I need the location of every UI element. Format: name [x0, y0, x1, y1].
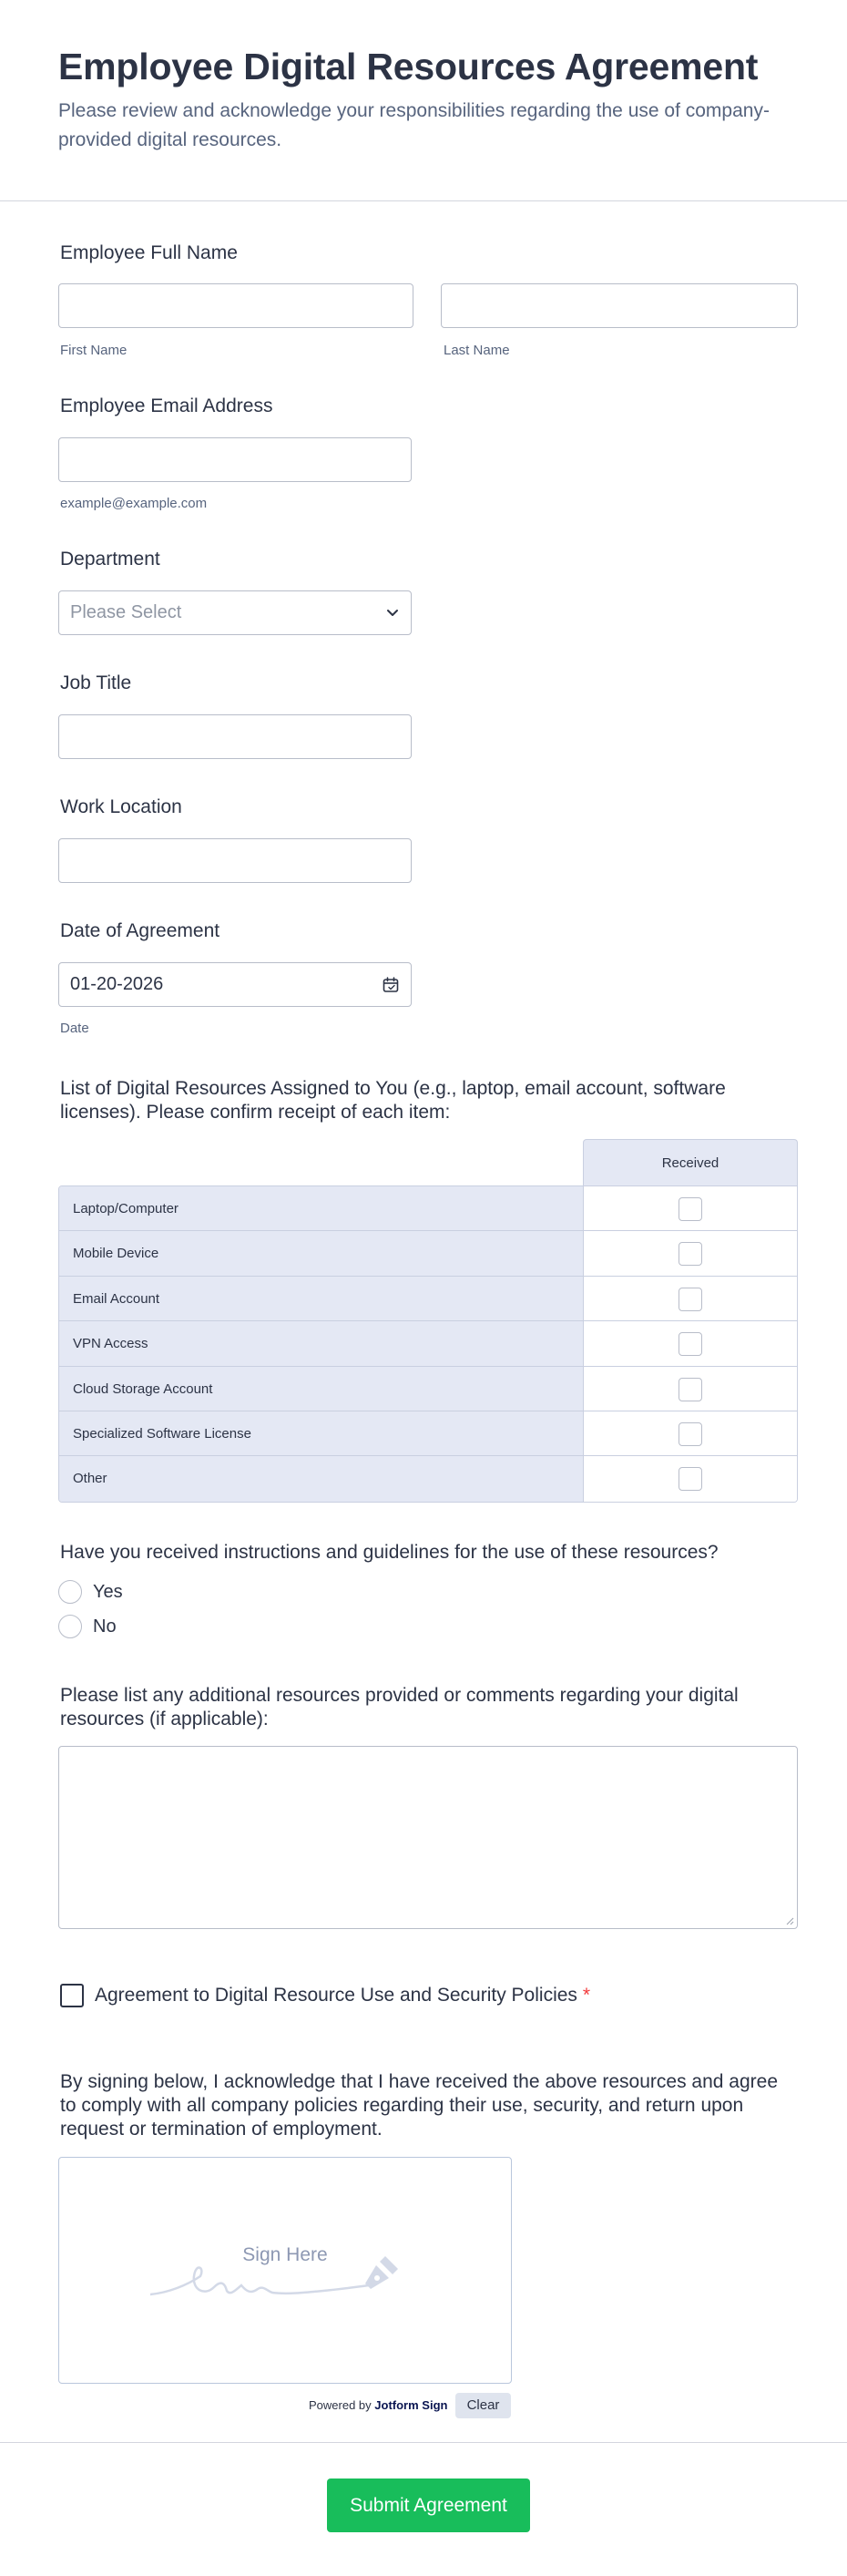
chevron-down-icon — [385, 607, 400, 620]
agreement-label-text: Agreement to Digital Resource Use and Security Policies — [95, 1985, 577, 2006]
comments-textarea[interactable] — [58, 1746, 798, 1929]
matrix-row-label: Specialized Software License — [59, 1411, 584, 1455]
matrix-column-received: Received — [583, 1139, 798, 1185]
first-name-sublabel: First Name — [60, 343, 128, 358]
agreement-label — [95, 1983, 590, 2008]
matrix-row-label: Cloud Storage Account — [59, 1367, 584, 1411]
received-checkbox[interactable] — [679, 1378, 702, 1401]
form-title: Employee Digital Resources Agreement — [58, 46, 759, 87]
received-checkbox[interactable] — [679, 1332, 702, 1356]
matrix-row — [59, 1277, 797, 1321]
matrix-row — [59, 1367, 797, 1411]
radio-button[interactable] — [58, 1615, 82, 1638]
email-input[interactable] — [58, 437, 412, 482]
sign-here-hint: Sign Here — [242, 2244, 328, 2265]
powered-brand: Jotform Sign — [374, 2398, 448, 2412]
pen-nib-icon — [365, 2256, 398, 2289]
matrix-check-cell — [584, 1277, 798, 1320]
last-name-sublabel: Last Name — [444, 343, 510, 358]
job-title-input[interactable] — [58, 714, 412, 759]
powered-by — [309, 2393, 447, 2418]
calendar-icon[interactable] — [382, 976, 400, 994]
matrix-check-cell — [584, 1231, 798, 1275]
resources-label: List of Digital Resources Assigned to You (e.g., laptop, email account, software licenses). Please confirm receipt of each item: — [60, 1078, 726, 1123]
matrix-row-label: VPN Access — [59, 1321, 584, 1365]
matrix-row-label: Email Account — [59, 1277, 584, 1320]
matrix-row — [59, 1186, 797, 1231]
department-placeholder: Please Select — [70, 602, 182, 622]
received-checkbox[interactable] — [679, 1197, 702, 1221]
email-sublabel: example@example.com — [60, 496, 208, 511]
first-name-input[interactable] — [58, 283, 413, 328]
department-select[interactable] — [58, 590, 412, 635]
matrix-row — [59, 1456, 797, 1501]
radio-label: No — [93, 1616, 117, 1637]
matrix-row — [59, 1411, 797, 1456]
form-footer — [0, 2442, 847, 2576]
matrix-row-label: Laptop/Computer — [59, 1186, 584, 1230]
powered-prefix: Powered by — [309, 2398, 372, 2412]
work-location-input[interactable] — [58, 838, 412, 883]
job-title-label: Job Title — [60, 672, 132, 693]
matrix-row — [59, 1321, 797, 1366]
received-checkbox[interactable] — [679, 1288, 702, 1311]
matrix-row — [59, 1231, 797, 1276]
radio-button[interactable] — [58, 1580, 82, 1604]
comments-label: Please list any additional resources provided or comments regarding your digital resources (if applicable): — [60, 1685, 739, 1729]
matrix-row-label: Mobile Device — [59, 1231, 584, 1275]
form-subtitle: Please review and acknowledge your responsibilities regarding the use of company-provided digital resources. — [58, 100, 770, 150]
matrix-check-cell — [584, 1321, 798, 1365]
date-value: 01-20-2026 — [70, 974, 164, 994]
form-header — [0, 0, 847, 201]
required-asterisk: * — [582, 1985, 591, 2006]
agreement-checkbox[interactable] — [60, 1984, 84, 2007]
date-sublabel: Date — [60, 1021, 89, 1036]
date-input[interactable] — [58, 962, 412, 1007]
matrix-check-cell — [584, 1186, 798, 1230]
matrix-check-cell — [584, 1367, 798, 1411]
received-checkbox[interactable] — [679, 1242, 702, 1266]
matrix-body — [58, 1185, 798, 1503]
matrix-check-cell — [584, 1411, 798, 1455]
submit-button[interactable]: Submit Agreement — [327, 2479, 530, 2532]
department-label: Department — [60, 549, 160, 570]
full-name-label: Employee Full Name — [60, 242, 238, 263]
received-checkbox[interactable] — [679, 1467, 702, 1491]
received-checkbox[interactable] — [679, 1422, 702, 1446]
matrix-row-label: Other — [59, 1456, 584, 1501]
clear-signature-button[interactable]: Clear — [455, 2393, 511, 2418]
resize-handle-icon[interactable] — [785, 1916, 794, 1925]
signature-label: By signing below, I acknowledge that I have received the above resources and agree to comply with all company policies regarding their use, security, and return upon request or termination of employment. — [60, 2071, 779, 2140]
last-name-input[interactable] — [441, 283, 798, 328]
date-label: Date of Agreement — [60, 920, 220, 941]
matrix-check-cell — [584, 1456, 798, 1501]
work-location-label: Work Location — [60, 796, 182, 817]
signature-pad[interactable] — [58, 2157, 512, 2384]
radio-label: Yes — [93, 1582, 123, 1602]
instructions-label: Have you received instructions and guidelines for the use of these resources? — [60, 1542, 719, 1563]
email-label: Employee Email Address — [60, 395, 273, 416]
signature-scribble-icon — [150, 2249, 414, 2304]
